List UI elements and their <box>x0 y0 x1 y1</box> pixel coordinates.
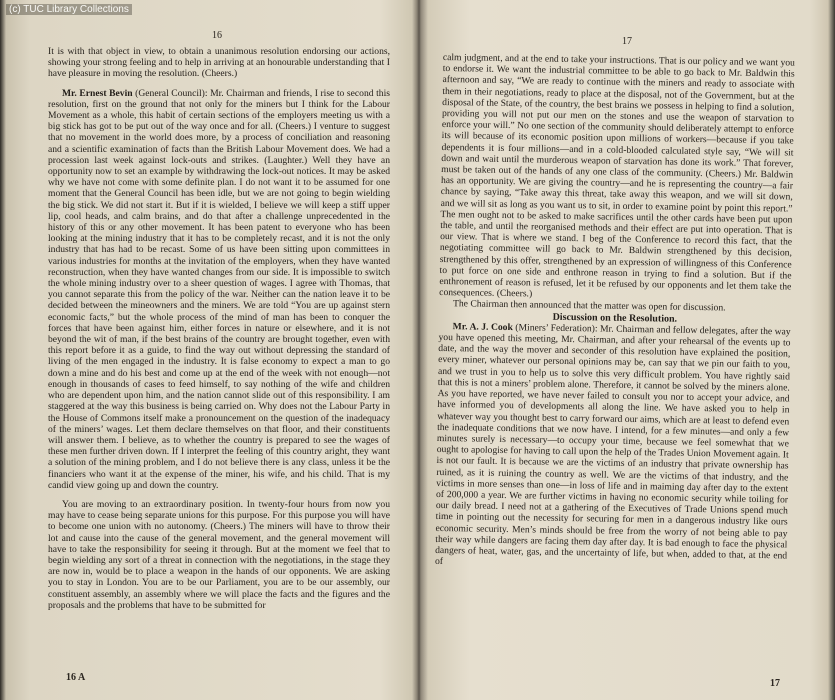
paragraph: Mr. Ernest Bevin (General Council): Mr. Chairman and friends, I rise to second this resolution, first on the ground that not only for the miners but I think for the Labour Movement as a whole, this habit of certain sections of the employers meeting us with a big stick has got to be put out of the way once and for all. (Cheers.) I venture to suggest that no movement in the world does more, by a process of conciliation and reasoning and a scientific examination of facts than the British Labour Movement does. We had a procession last week against lock-outs and strikes. (Laughter.) Well they have an opportunity now to set an example by withdrawing the lock-out notices. It may be asked why we have not come with some definite plan. I do not want it to be assumed for one moment that the General Council has been idle, but we are not going to begin wielding the big stick. We did not start it. But if it is wielded, I believe we will keep a stiff upper lip, cool heads, and calm brains, and do that after a challenge unprecedented in the history of this or any other movement. It has been patent to everyone who has been looking at the mining industry that it has to be completely recast, and it is not the only industry that has had to be recast. Some of us have been sitting upon committees in various industries for months at the invitation of the employers, when they have wanted reconstruction, when they have wanted changes from our side. It is impossible to switch the whole mining industry over to a sheer question of wages. I agree with Thomas, that you cannot separate this from the policy of the war. Neither can the nation leave it to be decided between the mineowners and the miners. We are told “You are up against stern economic facts,” but the whole process of the mind of man has been to conquer the forces that have been against him, either forces in nature or elsewhere, and it is not beyond the wit of man, if the best brains of the country are brought together, even with this report before it as a guide, to find the way out without depressing the standard of living of the men engaged in the industry. It is false economy to expect a man to go down a mine and do his best and come up at the end of the week with not enough—not enough in thousands of cases to feed himself, to say nothing of the wife and children who are dependent upon him, and the nation cannot slide out of this responsibility. I am staggered at the way this business is being carried on. Why does not the Labour Party in the House of Commons itself make a pronouncement on the question of the inadequacy of the miners’ wages. Let them declare themselves on that floor, and their constituents will answer them. I believe, as to whether the country is prepared to see the wages of these men further driven down. If I interpret the feeling of this country aright, they want a solution of the mining problem, and I do not believe there is any class, unless it be the financiers who want it at the expense of the miner, his wife, and his child. That is my candid view going up and down the country. <box>48 87 390 491</box>
right-page-number: 17 <box>622 36 632 47</box>
chairman-announcement: The Chairman then announced that the matter was open for discussion. <box>452 298 726 314</box>
section-heading: Discussion on the Resolution. <box>552 311 678 325</box>
right-page-footer: 17 <box>770 678 780 689</box>
speaker-name: Mr. A. J. Cook <box>452 321 513 334</box>
watermark: (c) TUC Library Collections <box>6 4 132 15</box>
left-page-footer: 16 A <box>66 672 86 683</box>
left-page-text <box>48 46 390 611</box>
left-page-number: 16 <box>212 30 222 41</box>
paragraph: It is with that object in view, to obtain a unanimous resolution endorsing our actions, showing your strong feeling and to help in arriving at an honourable understanding that I have pleasure in moving the resolution. (Cheers.) <box>48 46 390 80</box>
paragraph: calm judgment, and at the end to take your instructions. That is our policy and we want you to endorse it. We want the industrial committee to be able to go back to Mr. Baldwin this afternoon and say, “We are ready to continue with the miners and ready to associate with them in their negotiations, ready to place at the disposal, not of the Government, but at the disposal of the State, of the country, the best brains we possess in helping to find a solution, providing you will not put our men on the stones and use the weapon of starvation to enforce your will.” No one section of the community should deliberately attempt to enforce its will because of its economic position upon millions of workers—because if you take dependents it is four millions—and in a cold-blooded calculated style say, “We will sit down and wait until the murderous weapon of starvation has done its work.” That forever, must be taken out of the hands of any one class of the community. (Cheers.) Mr. Baldwin has an opportunity. We are giving the country—and he is representing the country—a fair chance by saying, “Take away this threat, take away this weapon, and we will sit down, and we will sit as long as you want us to sit, in order to examine point by point this report.” The men ought not to be asked to make sacrifices until the other cards have been put upon the table, and until the reorganised methods and their effect are put into operation. That is our view. That is where we stand. I beg of the Conference to record this fact, that the negotiating committee will go back to Mr. Baldwin strengthened by this decision, strengthened by this offer, strengthened by an expression of willingness of this Conference to put force on one side and enthrone reason in trying to find a solution. But if the enthronement of reason is refused, let it be refused by our opponents and let them take the consequences. (Cheers.) <box>439 52 795 300</box>
paragraph: You are moving to an extraordinary position. In twenty-four hours from now you may have to cease being separate unions for this purpose. For this purpose you will have to become one union with no autonomy. (Cheers.) The miners will have to throw their lot and cause into the cause of the general movement, and the general movement will have to take the responsibility for seeing it through. But at the moment we feel that to begin wielding any sort of a threat in connection with the negotiations, in the stage they are now in, would be to place a weapon in the hands of our opponents. We are asking you to stay in London. You are to be our Parliament, you are to be our assembly, our constituent assembly, an assembly where we will place the facts and the figures and the proposals and the problems that have to be submitted for <box>48 498 390 611</box>
paragraph: Mr. A. J. Cook (Miners’ Federation): Mr. Chairman and fellow delegates, after the way you have opened this meeting, Mr. Chairman, and after your rehearsal of the events up to date, and the way the mover and seconder of this resolution have explained the position, every miner, whatever our personal opinions may be, can say that we pin our faith to you, and we trust in you to help us to solve this very difficult problem. You have rightly said that this is not a miners’ problem alone. Therefore, it cannot be solved by the miners alone. As you have reported, we have never failed to consult you nor to accept your advice, and have informed you of developments all along the line. We have asked you to help in whatever way you thought best to carry forward our aims, which are at least to defend even the inadequate conditions that we now have. I intend, for a few minutes—and only a few minutes surely is necessary—to occupy your time, because we feel somewhat that we ought to apologise for having to call upon the help of the Trades Union Movement again. It is not our fault. It is because we are the victims of an industry that private ownership has ruined, as it is ruining the country as well. We are the victims of that industry, and the victims in more senses than one—in loss of life and in maiming day after day to the extent of 200,000 a year. We are further victims in having no economic security while toiling for our daily bread. I need not at a gathering of the Executives of Trade Unions spend much time in pointing out the necessity for securing for men in a dangerous industry like ours economic security. Men’s minds should be free from the worry of not being able to pay their way while dangers are facing them day after day. It is bad enough to face the physical dangers of heat, water, gas, and the uncertainty of life, but when, added to that, at the end of <box>434 321 791 568</box>
right-page-text <box>435 52 795 573</box>
speaker-name: Mr. Ernest Bevin <box>62 87 133 99</box>
